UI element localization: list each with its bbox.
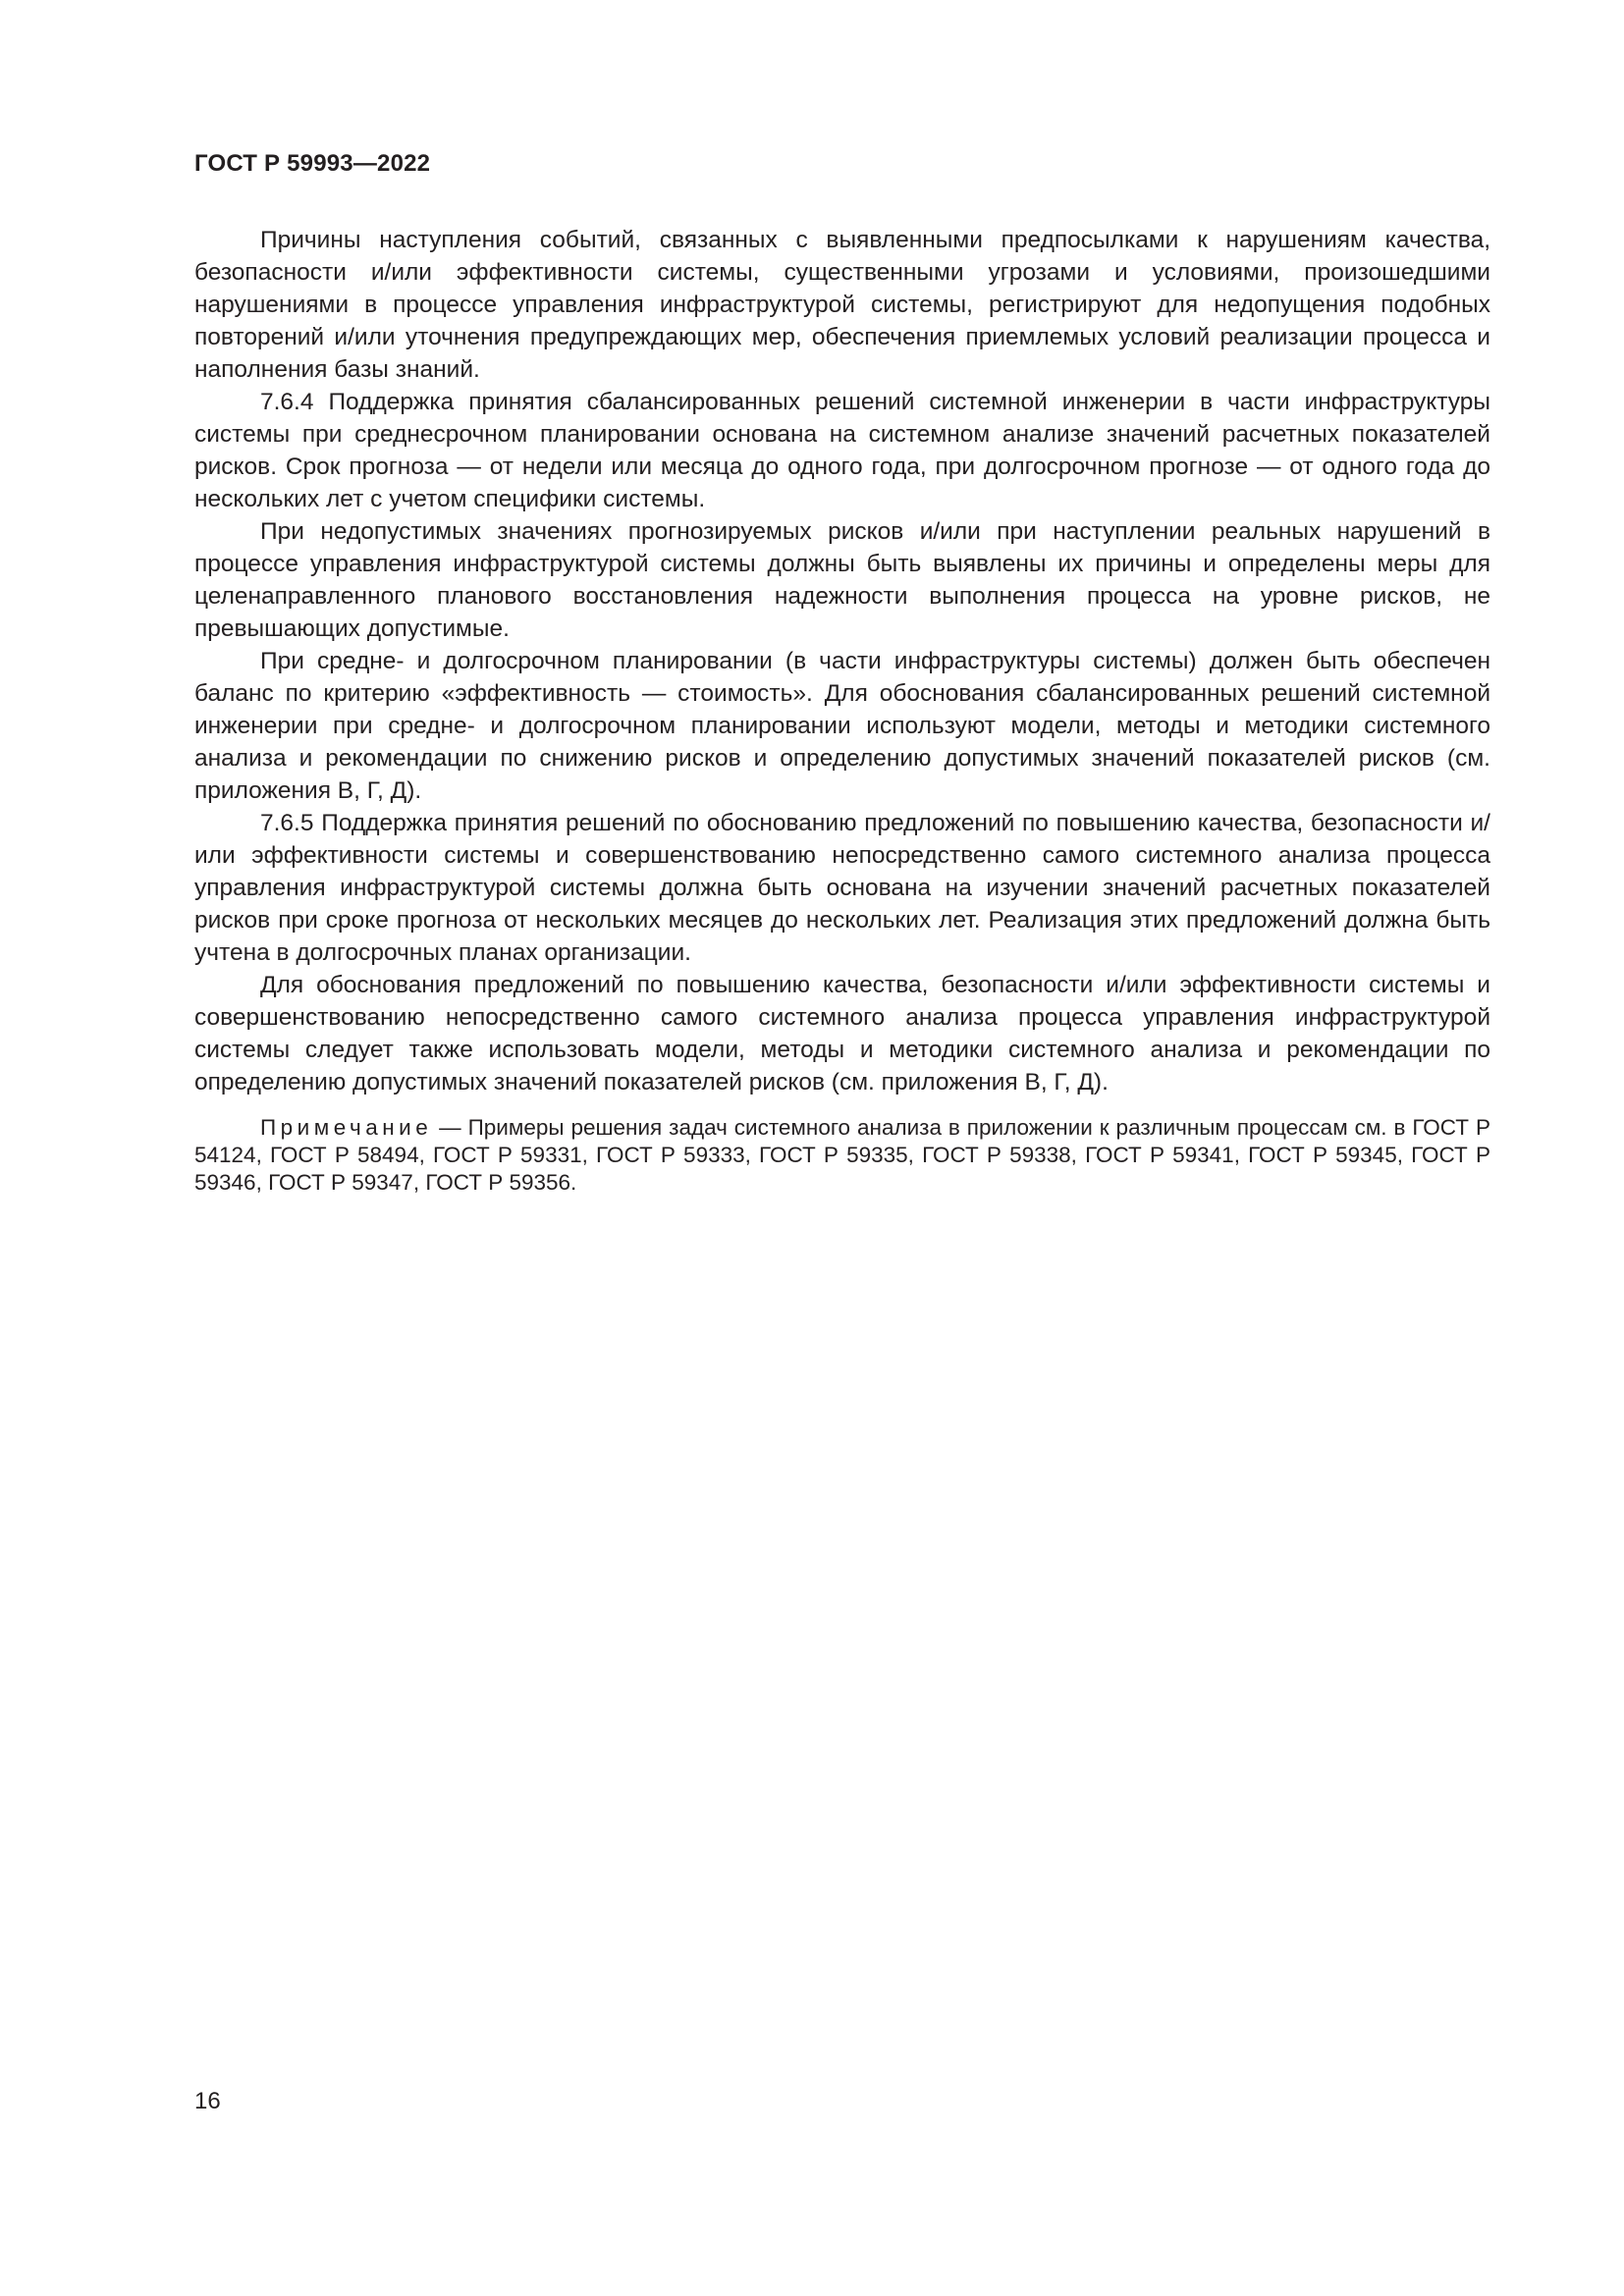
paragraph-causes-registration: Причины наступления событий, связанных с выявленными предпосылками к нарушениям качества, безопасности и/или эффективности системы, существенными угрозами и условиями, произошедшими нарушениями в процессе управления инфраструктурой системы, регистрируют для недопущения подобных повторений и/или уточнения предупреждающих мер, обеспечения приемлемых условий реализации процесса и наполнения базы знаний. [194,227,1490,383]
paragraph-justification-proposals: Для обоснования предложений по повышению качества, безопасности и/или эффективности системы и совершенствованию непосредственно самого системного анализа процесса управления инфраструктурой системы следует также использовать модели, методы и методики системного анализа и рекомендации по определению допустимых значений показателей рисков (см. приложения В, Г, Д). [194,972,1490,1095]
paragraph-balance-planning: При средне- и долгосрочном планировании (в части инфраструктуры системы) должен быть обеспечен баланс по критерию «эффективность — стоимость». Для обоснования сбалансированных решений системной инженерии при средне- и долгосрочном планировании используют модели, методы и методики системного анализа и рекомендации по снижению рисков и определению допустимых значений показателей рисков (см. приложения В, Г, Д). [194,648,1490,804]
page-number: 16 [194,2088,221,2114]
paragraph-7-6-4: 7.6.4 Поддержка принятия сбалансированных решений системной инженерии в части инфраструктуры системы при среднесрочном планировании основана на системном анализе значений расчетных показателей рисков. Срок прогноза — от недели или месяца до одного года, при долгосрочном прогнозе — от одного года до нескольких лет с учетом специфики системы. [194,389,1490,512]
paragraph-7-6-5: 7.6.5 Поддержка принятия решений по обоснованию предложений по повышению качества, безопасности и/или эффективности системы и совершенствованию непосредственно самого системного анализа процесса управления инфраструктурой системы должна быть основана на изучении значений расчетных показателей рисков при сроке прогноза от нескольких месяцев до нескольких лет. Реализация этих предложений должна быть учтена в долгосрочных планах организации. [194,810,1490,966]
note-label: Примечание [260,1115,433,1140]
note [194,1114,1490,1197]
document-header: ГОСТ Р 59993—2022 [194,150,431,177]
note-text: — Примеры решения задач системного анализа в приложении к различным процессам см. в ГОСТ Р 54124, ГОСТ Р 58494, ГОСТ Р 59331, ГОСТ Р 59333, ГОСТ Р 59335, ГОСТ Р 59338, ГОСТ Р 59341, ГОСТ Р 59345, ГОСТ Р 59346, ГОСТ Р 59347, ГОСТ Р 59356. [194,1115,1490,1195]
document-body [194,224,1490,1197]
paragraph-unacceptable-risks: При недопустимых значениях прогнозируемых рисков и/или при наступлении реальных нарушений в процессе управления инфраструктурой системы должны быть выявлены их причины и определены меры для целенаправленного планового восстановления надежности выполнения процесса на уровне рисков, не превышающих допустимые. [194,518,1490,642]
